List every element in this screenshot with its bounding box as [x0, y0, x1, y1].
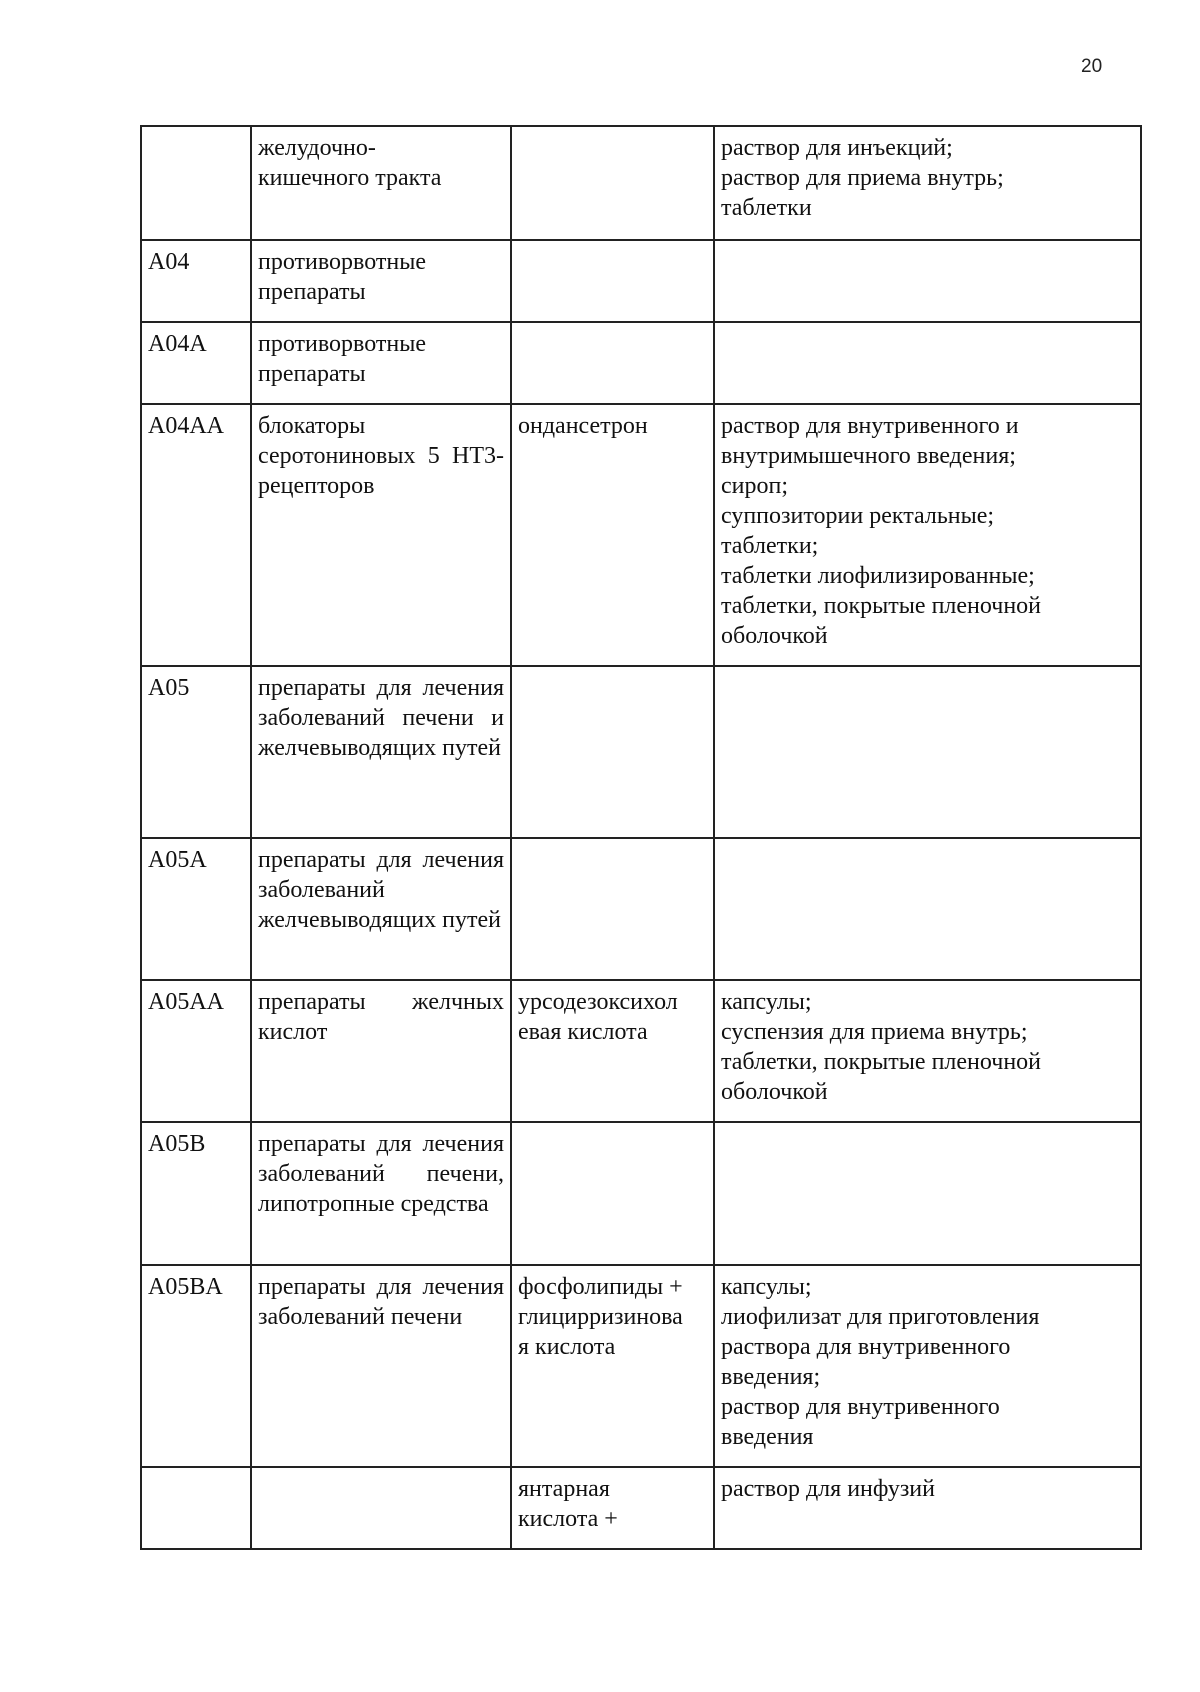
drug-name-cell: урсодезоксихол евая кислота [511, 980, 714, 1122]
dosage-form-cell [714, 322, 1141, 404]
drug-name-cell: фосфолипиды + глицирризинова я кислота [511, 1265, 714, 1467]
dosage-form-cell [714, 838, 1141, 980]
group-cell: желудочно- кишечного тракта [251, 126, 511, 240]
table-row [141, 404, 1141, 666]
table-row [141, 240, 1141, 322]
group-cell: препараты желчных кислот [251, 980, 511, 1122]
drug-name-cell: ондансетрон [511, 404, 714, 666]
dosage-form-cell [714, 666, 1141, 838]
atc-code-cell [141, 1467, 251, 1549]
drug-name-cell [511, 838, 714, 980]
table-row [141, 980, 1141, 1122]
table-row [141, 126, 1141, 240]
dosage-form-cell [714, 240, 1141, 322]
table-row [141, 1122, 1141, 1265]
dosage-form-cell [714, 1122, 1141, 1265]
table-row [141, 1467, 1141, 1549]
drug-name-cell [511, 322, 714, 404]
drug-name-cell [511, 126, 714, 240]
atc-code-cell: A05BA [141, 1265, 251, 1467]
drug-name-cell: янтарная кислота + [511, 1467, 714, 1549]
dosage-form-cell: раствор для инъекций; раствор для приема внутрь; таблетки [714, 126, 1141, 240]
group-cell: препараты для лечения заболеваний печени, липотропные средства [251, 1122, 511, 1265]
drug-name-cell [511, 666, 714, 838]
table-row [141, 1265, 1141, 1467]
atc-code-cell: A04AA [141, 404, 251, 666]
atc-code-cell [141, 126, 251, 240]
atc-code-cell: A05A [141, 838, 251, 980]
page-number: 20 [1081, 56, 1103, 77]
table-row [141, 838, 1141, 980]
group-cell [251, 1467, 511, 1549]
drug-name-cell [511, 240, 714, 322]
atc-code-cell: A05AA [141, 980, 251, 1122]
dosage-form-cell: капсулы; суспензия для приема внутрь; таблетки, покрытые пленочной оболочкой [714, 980, 1141, 1122]
group-cell: противорвотные препараты [251, 322, 511, 404]
group-cell: противорвотные препараты [251, 240, 511, 322]
dosage-form-cell: раствор для инфузий [714, 1467, 1141, 1549]
atc-code-cell: A04A [141, 322, 251, 404]
group-cell: блокаторы серотониновых 5 HT3-рецепторов [251, 404, 511, 666]
drug-name-cell [511, 1122, 714, 1265]
table-row [141, 666, 1141, 838]
atc-code-cell: A04 [141, 240, 251, 322]
dosage-form-cell: капсулы; лиофилизат для приготовления раствора для внутривенного введения; раствор для внутривенного введения [714, 1265, 1141, 1467]
dosage-form-cell: раствор для внутривенного и внутримышечного введения; сироп; суппозитории ректальные; таблетки; таблетки лиофилизированные; таблетки, покрытые пленочной оболочкой [714, 404, 1141, 666]
table-row [141, 322, 1141, 404]
group-cell: препараты для лечения заболеваний желчевыводящих путей [251, 838, 511, 980]
group-cell: препараты для лечения заболеваний печени и желчевыводящих путей [251, 666, 511, 838]
drug-classification-table [140, 125, 1142, 1550]
atc-code-cell: A05B [141, 1122, 251, 1265]
group-cell: препараты для лечения заболеваний печени [251, 1265, 511, 1467]
atc-code-cell: A05 [141, 666, 251, 838]
